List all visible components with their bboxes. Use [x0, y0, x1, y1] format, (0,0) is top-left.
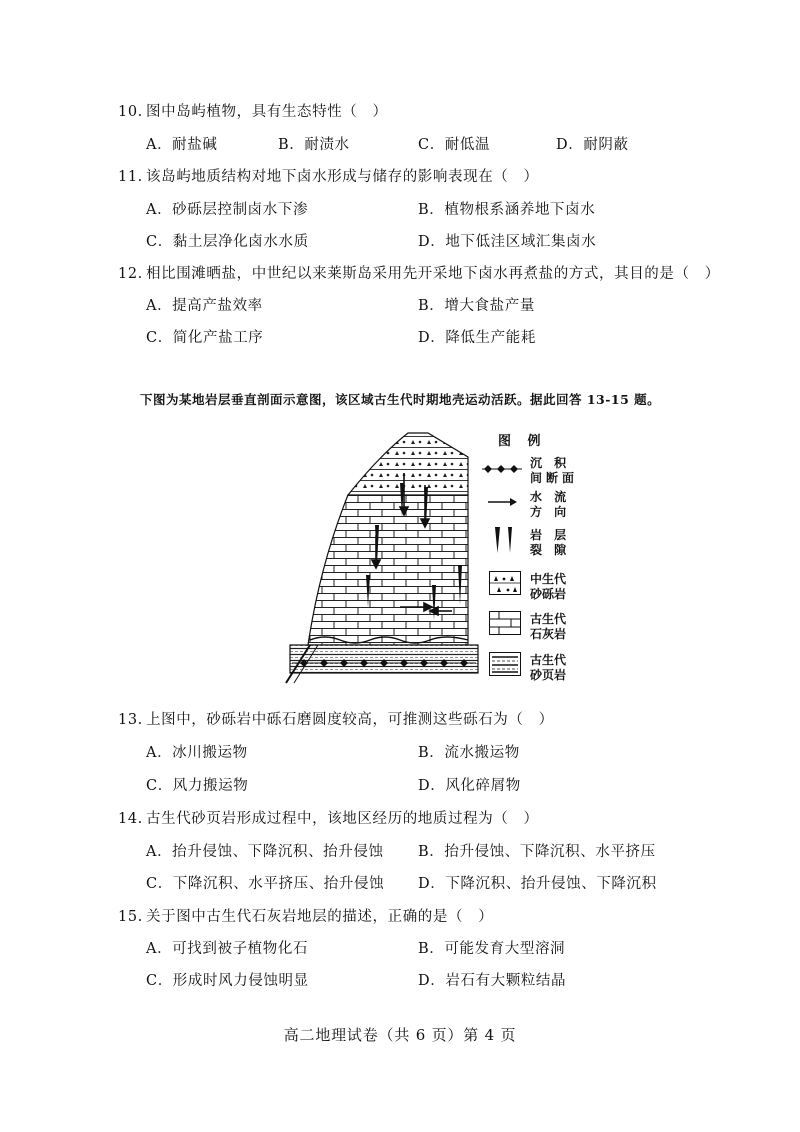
option-a: A．耐盐碱 — [146, 137, 218, 153]
question-number: 14. — [118, 811, 143, 827]
question-text: 上图中，砂砾岩中砾石磨圆度较高，可推测这些砾石为（ ） — [146, 712, 554, 728]
option-a: A．可找到被子植物化石 — [146, 941, 309, 957]
question-text: 关于图中古生代石灰岩地层的描述，正确的是（ ） — [146, 909, 494, 925]
option-d: D．耐阴蔽 — [556, 137, 629, 153]
option-d: D．降低生产能耗 — [418, 330, 536, 346]
option-d: D．地下低洼区域汇集卤水 — [418, 234, 597, 250]
option-c: C．耐低温 — [418, 137, 491, 153]
question-14 — [118, 807, 539, 828]
limestone-icon — [489, 611, 521, 635]
option-b: B．植物根系涵养地下卤水 — [418, 202, 596, 218]
option-d: D．下降沉积、抬升侵蚀、下降沉积 — [418, 876, 657, 892]
option-b: B．耐渍水 — [278, 137, 350, 153]
question-13 — [118, 708, 554, 729]
question-10 — [118, 100, 388, 121]
option-a: A．砂砾层控制卤水下渗 — [146, 202, 309, 218]
arrow-right-icon — [488, 497, 518, 507]
option-d: D．岩石有大颗粒结晶 — [418, 973, 567, 989]
question-15 — [118, 905, 493, 926]
question-text: 相比围滩晒盐，中世纪以来莱斯岛采用先开采地下卤水再煮盐的方式，其目的是（ ） — [146, 266, 720, 282]
legend-icon-unconformity — [482, 463, 522, 475]
question-number: 13. — [118, 712, 143, 728]
option-b: B．可能发育大型溶洞 — [418, 941, 566, 957]
section-intro: 下图为某地岩层垂直剖面示意图，该区域古生代时期地壳运动活跃。据此回答 13-15 题。 — [140, 392, 661, 407]
legend-label-fissure: 岩 层 裂 隙 — [530, 528, 571, 557]
question-text: 图中岛屿植物，具有生态特性（ ） — [146, 104, 388, 120]
option-c: C．简化产盐工序 — [146, 330, 264, 346]
legend-label-conglomerate: 中生代 砂砾岩 — [530, 572, 567, 601]
question-number: 12. — [118, 266, 143, 282]
question-number: 15. — [118, 909, 143, 925]
legend-title: 图 例 — [498, 434, 547, 449]
question-text: 古生代砂页岩形成过程中，该地区经历的地质过程为（ ） — [146, 811, 539, 827]
question-number: 11. — [118, 169, 143, 185]
option-a: A．冰川搬运物 — [146, 745, 248, 761]
option-b: B．流水搬运物 — [418, 745, 520, 761]
legend-label-unconformity: 沉 积 间断面 — [530, 456, 579, 485]
question-11 — [118, 165, 539, 186]
legend-label-shale: 古生代 砂页岩 — [530, 653, 567, 682]
question-text: 该岛屿地质结构对地下卤水形成与储存的影响表现在（ ） — [146, 169, 539, 185]
page-footer: 高二地理试卷（共 6 页）第 4 页 — [283, 1026, 517, 1044]
option-c: C．黏土层净化卤水水质 — [146, 234, 309, 250]
question-number: 10. — [118, 104, 143, 120]
rock-strata-diagram — [280, 425, 480, 685]
option-d: D．风化碎屑物 — [418, 778, 521, 794]
option-b: B．增大食盐产量 — [418, 298, 535, 314]
option-c: C．下降沉积、水平挤压、抬升侵蚀 — [146, 876, 385, 892]
option-b: B．抬升侵蚀、下降沉积、水平挤压 — [418, 844, 656, 860]
legend-label-water-flow: 水 流 方 向 — [530, 490, 571, 519]
fissure-icon — [492, 527, 516, 553]
shale-icon — [489, 652, 521, 676]
conglomerate-icon — [489, 571, 521, 595]
question-12 — [118, 262, 720, 283]
option-a: A．抬升侵蚀、下降沉积、抬升侵蚀 — [146, 844, 384, 860]
legend-label-limestone: 古生代 石灰岩 — [530, 612, 567, 641]
option-c: C．风力搬运物 — [146, 778, 249, 794]
option-a: A．提高产盐效率 — [146, 298, 263, 314]
option-c: C．形成时风力侵蚀明显 — [146, 973, 309, 989]
